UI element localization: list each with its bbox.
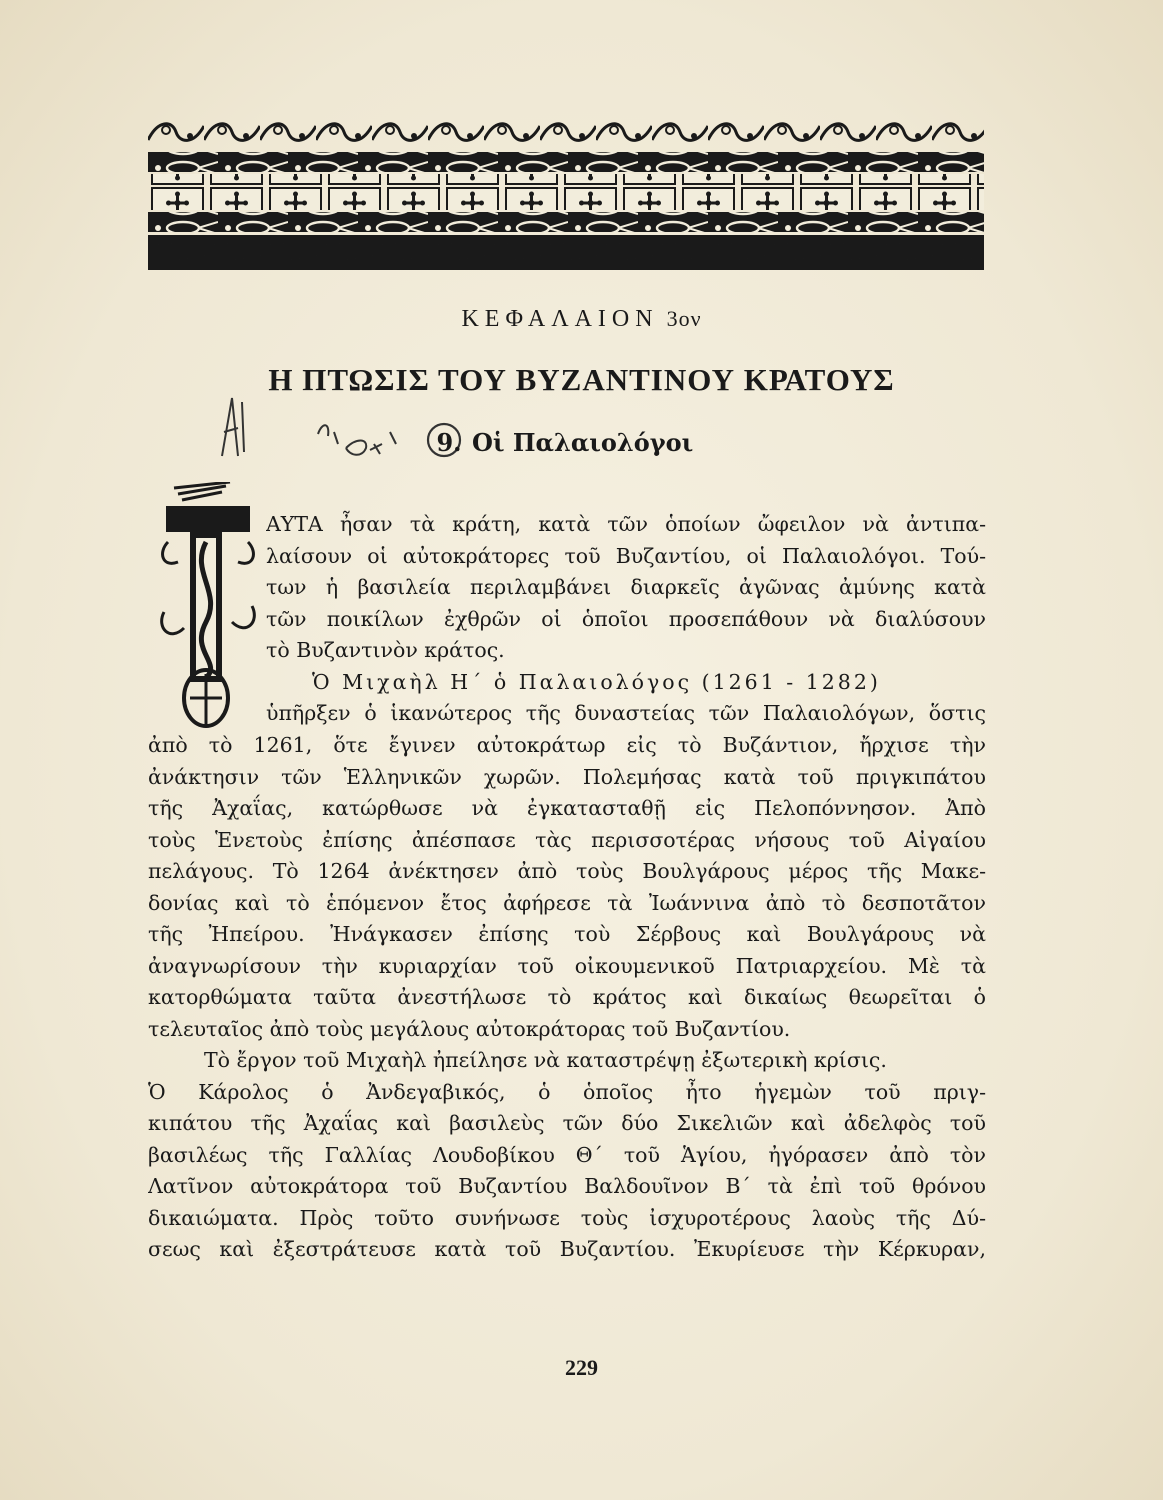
section-heading [436,428,693,457]
chapter-label [0,306,1163,333]
text-line: τὸ Βυζαντινὸν κράτος. [266,638,505,662]
text-line: πελάγους. Τὸ 1264 ἀνέκτησεν ἀπὸ τοὺς Βουλγάρους μέρος τῆς Μακε- [148,859,986,883]
text-line: τῆς Ἠπείρου. Ἠνάγκασεν ἐπίσης τοὺ Σέρβους καὶ Βουλγάρους νὰ [148,922,986,946]
text-line: ἀνάκτησιν τῶν Ἑλληνικῶν χωρῶν. Πολεμήσας κατὰ τοῦ πριγκιπάτου [148,764,986,789]
chapter-title: Η ΠΤΩΣΙΣ ΤΟΥ ΒΥΖΑΝΤΙΝΟΥ ΚΡΑΤΟΥΣ [268,362,895,397]
page-number: 229 [565,1355,598,1380]
text-line: κατορθώματα ταῦτα ἀνεστήλωσε τὸ κράτος καὶ δικαίως θεωρεῖται ὁ [148,985,986,1009]
text-line: τελευταῖος ἀπὸ τοὺς μεγάλους αὐτοκράτορας τοῦ Βυζαντίου. [148,1016,791,1041]
text-line: ΑΥΤΑ ἦσαν τὰ κράτη, κατὰ τῶν ὁποίων ὤφειλον νὰ ἀντιπα- [266,512,986,536]
text-line: τῶν ποικίλων ἐχθρῶν οἱ ὁποῖοι προσεπάθουν νὰ διαλύσουν [266,606,986,631]
decorative-header-ornament [148,118,984,270]
text-line: τοὺς Ἑνετοὺς ἐπίσης ἀπέσπασε τὰς περισσοτέρας νήσους τοῦ Αἰγαίου [148,827,986,852]
text-line: βασιλέως τῆς Γαλλίας Λουδοβίκου Θ΄ τοῦ Ἁγίου, ἠγόρασεν ἀπὸ τὸν [148,1142,986,1167]
chapter-number: 3ον [666,306,702,331]
text-line: κιπάτου τῆς Ἀχαΐας καὶ βασιλεὺς τῶν δύο Σικελιῶν καὶ ἀδελφὸς τοῦ [148,1111,986,1135]
text-line: των ἡ βασιλεία περιλαμβάνει διαρκεῖς ἀγῶνας ἀμύνης κατὰ [266,575,986,599]
section-number: 9. [436,428,462,457]
text-line: δονίας καὶ τὸ ἑπόμενον ἔτος ἀφήρεσε τὰ Ἰωάννινα ἀπὸ τὸ δεσποτᾶτον [148,890,986,915]
text-line: λαίσουν οἱ αὐτοκράτορες τοῦ Βυζαντίου, οἱ Παλαιολόγοι. Τού- [266,543,986,568]
text-line: Ὁ Μιχαὴλ Η΄ ὁ Παλαιολόγος (1261 - 1282) [312,669,881,694]
body-text-indented [266,509,986,730]
text-line: δικαιώματα. Πρὸς τοῦτο συνήνωσε τοὺς ἰσχυροτέρους λαοὺς τῆς Δύ- [148,1205,986,1230]
text-line: Τὸ ἔργον τοῦ Μιχαὴλ ἠπείλησε νὰ καταστρέψῃ ἐξωτερικὴ κρίσις. [204,1048,887,1072]
chapter-word: ΚΕΦΑΛΑΙΟΝ [461,306,659,332]
text-line: τῆς Ἀχαΐας, κατώρθωσε νὰ ἐγκατασταθῇ εἰς Πελοπόννησον. Ἀπὸ [148,796,986,820]
text-line: Ὁ Κάρολος ὁ Ἀνδεγαβικός, ὁ ὁποῖος ἦτο ἡγεμὼν τοῦ πριγ- [148,1079,986,1104]
handwritten-mark-a [214,392,254,462]
section-title: Οἱ Παλαιολόγοι [472,428,694,457]
text-line: ἀναγνωρίσουν τὴν κυριαρχίαν τοῦ οἰκουμενικοῦ Πατριαρχείου. Μὲ τὰ [148,953,986,978]
text-line: σεως καὶ ἐξεστράτευσε κατὰ τοῦ Βυζαντίου. Ἐκυρίευσε τὴν Κέρκυραν, [148,1237,986,1261]
text-line: Λατῖνον αὐτοκράτορα τοῦ Βυζαντίου Βαλδουῖνον Β΄ τὰ ἐπὶ τοῦ θρόνου [148,1174,986,1198]
body-text-main [148,730,986,1266]
ornamental-drop-cap-t [160,482,256,740]
text-line: ἀπὸ τὸ 1261, ὅτε ἔγινεν αὐτοκράτωρ εἰς τὸ Βυζάντιον, ἤρχισε τὴν [148,733,986,757]
text-line: ὑπῆρξεν ὁ ἱκανώτερος τῆς δυναστείας τῶν Παλαιολόγων, ὅστις [266,701,986,725]
